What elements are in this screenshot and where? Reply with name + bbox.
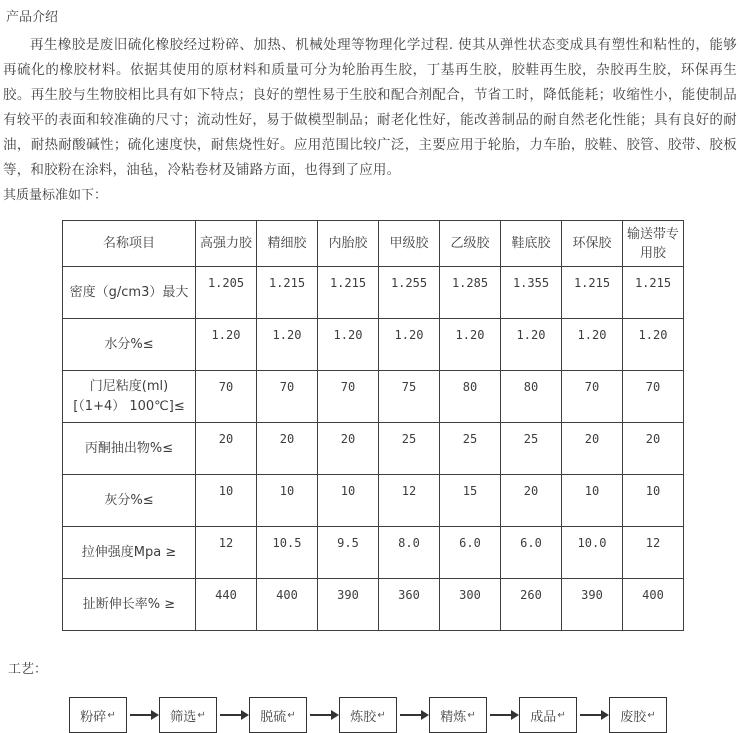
row-label: 密度（g/cm3）最大 <box>63 267 196 319</box>
table-cell: 75 <box>379 371 440 423</box>
process-step-label: 筛选 <box>170 709 197 725</box>
table-row-acetone-extract <box>63 423 684 475</box>
table-row-mooney-viscosity <box>63 371 684 423</box>
table-row-ash <box>63 475 684 527</box>
process-step-milling <box>339 697 397 733</box>
table-cell: 80 <box>440 371 501 423</box>
table-cell: 70 <box>562 371 623 423</box>
table-cell: 70 <box>318 371 379 423</box>
table-cell: 10.5 <box>257 527 318 579</box>
arrow-right-icon <box>577 710 609 720</box>
table-header-row <box>63 221 684 267</box>
paragraph-return-mark: ↵ <box>467 709 476 721</box>
table-cell: 9.5 <box>318 527 379 579</box>
column-header: 鞋底胶 <box>501 221 562 267</box>
arrow-right-icon <box>127 710 159 720</box>
column-header: 内胎胶 <box>318 221 379 267</box>
table-cell: 20 <box>196 423 257 475</box>
process-section-label: 工艺： <box>8 662 48 677</box>
table-cell: 10 <box>196 475 257 527</box>
table-cell: 1.20 <box>379 319 440 371</box>
process-step-finished-product <box>519 697 577 733</box>
table-intro-text: 其质量标准如下： <box>3 188 108 203</box>
arrow-right-icon <box>217 710 249 720</box>
table-cell: 1.215 <box>318 267 379 319</box>
table-cell: 260 <box>501 579 562 631</box>
row-label: 扯断伸长率% ≥ <box>63 579 196 631</box>
table-cell: 10 <box>623 475 684 527</box>
process-step-label: 粉碎 <box>80 709 107 725</box>
table-row-density <box>63 267 684 319</box>
table-cell: 70 <box>257 371 318 423</box>
table-cell: 1.215 <box>562 267 623 319</box>
table-cell: 390 <box>318 579 379 631</box>
table-row-tensile-strength <box>63 527 684 579</box>
table-cell: 20 <box>257 423 318 475</box>
table-cell: 20 <box>562 423 623 475</box>
table-cell: 1.215 <box>257 267 318 319</box>
table-cell: 20 <box>623 423 684 475</box>
process-step-screening <box>159 697 217 733</box>
table-cell: 25 <box>379 423 440 475</box>
table-cell: 300 <box>440 579 501 631</box>
table-cell: 440 <box>196 579 257 631</box>
arrow-right-icon <box>307 710 339 720</box>
page-title: 产品介绍 <box>6 10 59 25</box>
table-cell: 25 <box>440 423 501 475</box>
table-cell: 1.205 <box>196 267 257 319</box>
table-cell: 10 <box>562 475 623 527</box>
table-cell: 70 <box>623 371 684 423</box>
table-cell: 12 <box>379 475 440 527</box>
paragraph-return-mark: ↵ <box>647 709 656 721</box>
table-cell: 360 <box>379 579 440 631</box>
table-cell: 1.355 <box>501 267 562 319</box>
column-header: 环保胶 <box>562 221 623 267</box>
process-step-refining <box>429 697 487 733</box>
column-header: 甲级胶 <box>379 221 440 267</box>
row-label: 灰分%≤ <box>63 475 196 527</box>
process-step-label: 成品 <box>530 709 557 725</box>
row-label: 水分%≤ <box>63 319 196 371</box>
table-cell: 1.285 <box>440 267 501 319</box>
table-cell: 1.20 <box>196 319 257 371</box>
table-cell: 12 <box>623 527 684 579</box>
process-step-desulfurization <box>249 697 307 733</box>
table-cell: 1.255 <box>379 267 440 319</box>
table-cell: 10.0 <box>562 527 623 579</box>
row-label: 拉伸强度Mpa ≥ <box>63 527 196 579</box>
table-cell: 6.0 <box>440 527 501 579</box>
table-cell: 25 <box>501 423 562 475</box>
quality-standards-table <box>62 220 684 631</box>
paragraph-return-mark: ↵ <box>287 709 296 721</box>
table-cell: 20 <box>501 475 562 527</box>
table-row-moisture <box>63 319 684 371</box>
paragraph-return-mark: ↵ <box>377 709 386 721</box>
table-cell: 1.215 <box>623 267 684 319</box>
table-cell: 1.20 <box>501 319 562 371</box>
table-cell: 10 <box>257 475 318 527</box>
table-cell: 10 <box>318 475 379 527</box>
intro-paragraph: 再生橡胶是废旧硫化橡胶经过粉碎、加热、机械处理等物理化学过程. 使其从弹性状态变成具有塑性和粘性的，能够再硫化的橡胶材料。依据其使用的原材料和质量可分为轮胎再生胶，丁基再生胶，胶鞋再生胶，杂胶再生胶，环保再生胶。再生胶与生物胶相比具有如下特点；良好的塑性易于生胶和配合剂配合，节省工时，降低能耗；收缩性小，能使制品有较平的表面和较准确的尺寸；流动性好，易于做模型制品；耐老化性好，能改善制品的耐自然老化性能；具有良好的耐油，耐热耐酸碱性；硫化速度快，耐焦烧性好。应用范围比较广泛，主要应用于轮胎，力车胎，胶鞋、胶管、胶带、胶板等，和胶粉在涂料，油毡，冷粘卷材及铺路方面，也得到了应用。 <box>3 37 737 178</box>
table-cell: 70 <box>196 371 257 423</box>
table-cell: 1.20 <box>257 319 318 371</box>
process-step-crushing <box>69 697 127 733</box>
table-cell: 6.0 <box>501 527 562 579</box>
table-cell: 1.20 <box>562 319 623 371</box>
table-cell: 400 <box>623 579 684 631</box>
table-cell: 1.20 <box>440 319 501 371</box>
paragraph-return-mark: ↵ <box>557 709 566 721</box>
table-cell: 8.0 <box>379 527 440 579</box>
table-cell: 15 <box>440 475 501 527</box>
table-cell: 80 <box>501 371 562 423</box>
process-step-label: 精炼 <box>440 709 467 725</box>
table-cell: 20 <box>318 423 379 475</box>
table-cell: 1.20 <box>623 319 684 371</box>
table-cell: 400 <box>257 579 318 631</box>
paragraph-return-mark: ↵ <box>107 709 116 721</box>
column-header: 高强力胶 <box>196 221 257 267</box>
process-flow-diagram <box>69 697 737 733</box>
table-cell: 12 <box>196 527 257 579</box>
process-step-label: 废胶 <box>620 709 647 725</box>
process-step-label: 炼胶 <box>350 709 377 725</box>
row-label: 门尼粘度(ml)[（1+4） 100℃]≤ <box>63 371 196 423</box>
column-header: 精细胶 <box>257 221 318 267</box>
column-header: 输送带专用胶 <box>623 221 684 267</box>
table-row-elongation <box>63 579 684 631</box>
table-cell: 390 <box>562 579 623 631</box>
arrow-right-icon <box>487 710 519 720</box>
row-label: 丙酮抽出物%≤ <box>63 423 196 475</box>
arrow-right-icon <box>397 710 429 720</box>
column-header: 乙级胶 <box>440 221 501 267</box>
process-step-waste-rubber <box>609 697 667 733</box>
process-step-label: 脱硫 <box>260 709 287 725</box>
column-header: 名称项目 <box>63 221 196 267</box>
table-cell: 1.20 <box>318 319 379 371</box>
paragraph-return-mark: ↵ <box>197 709 206 721</box>
